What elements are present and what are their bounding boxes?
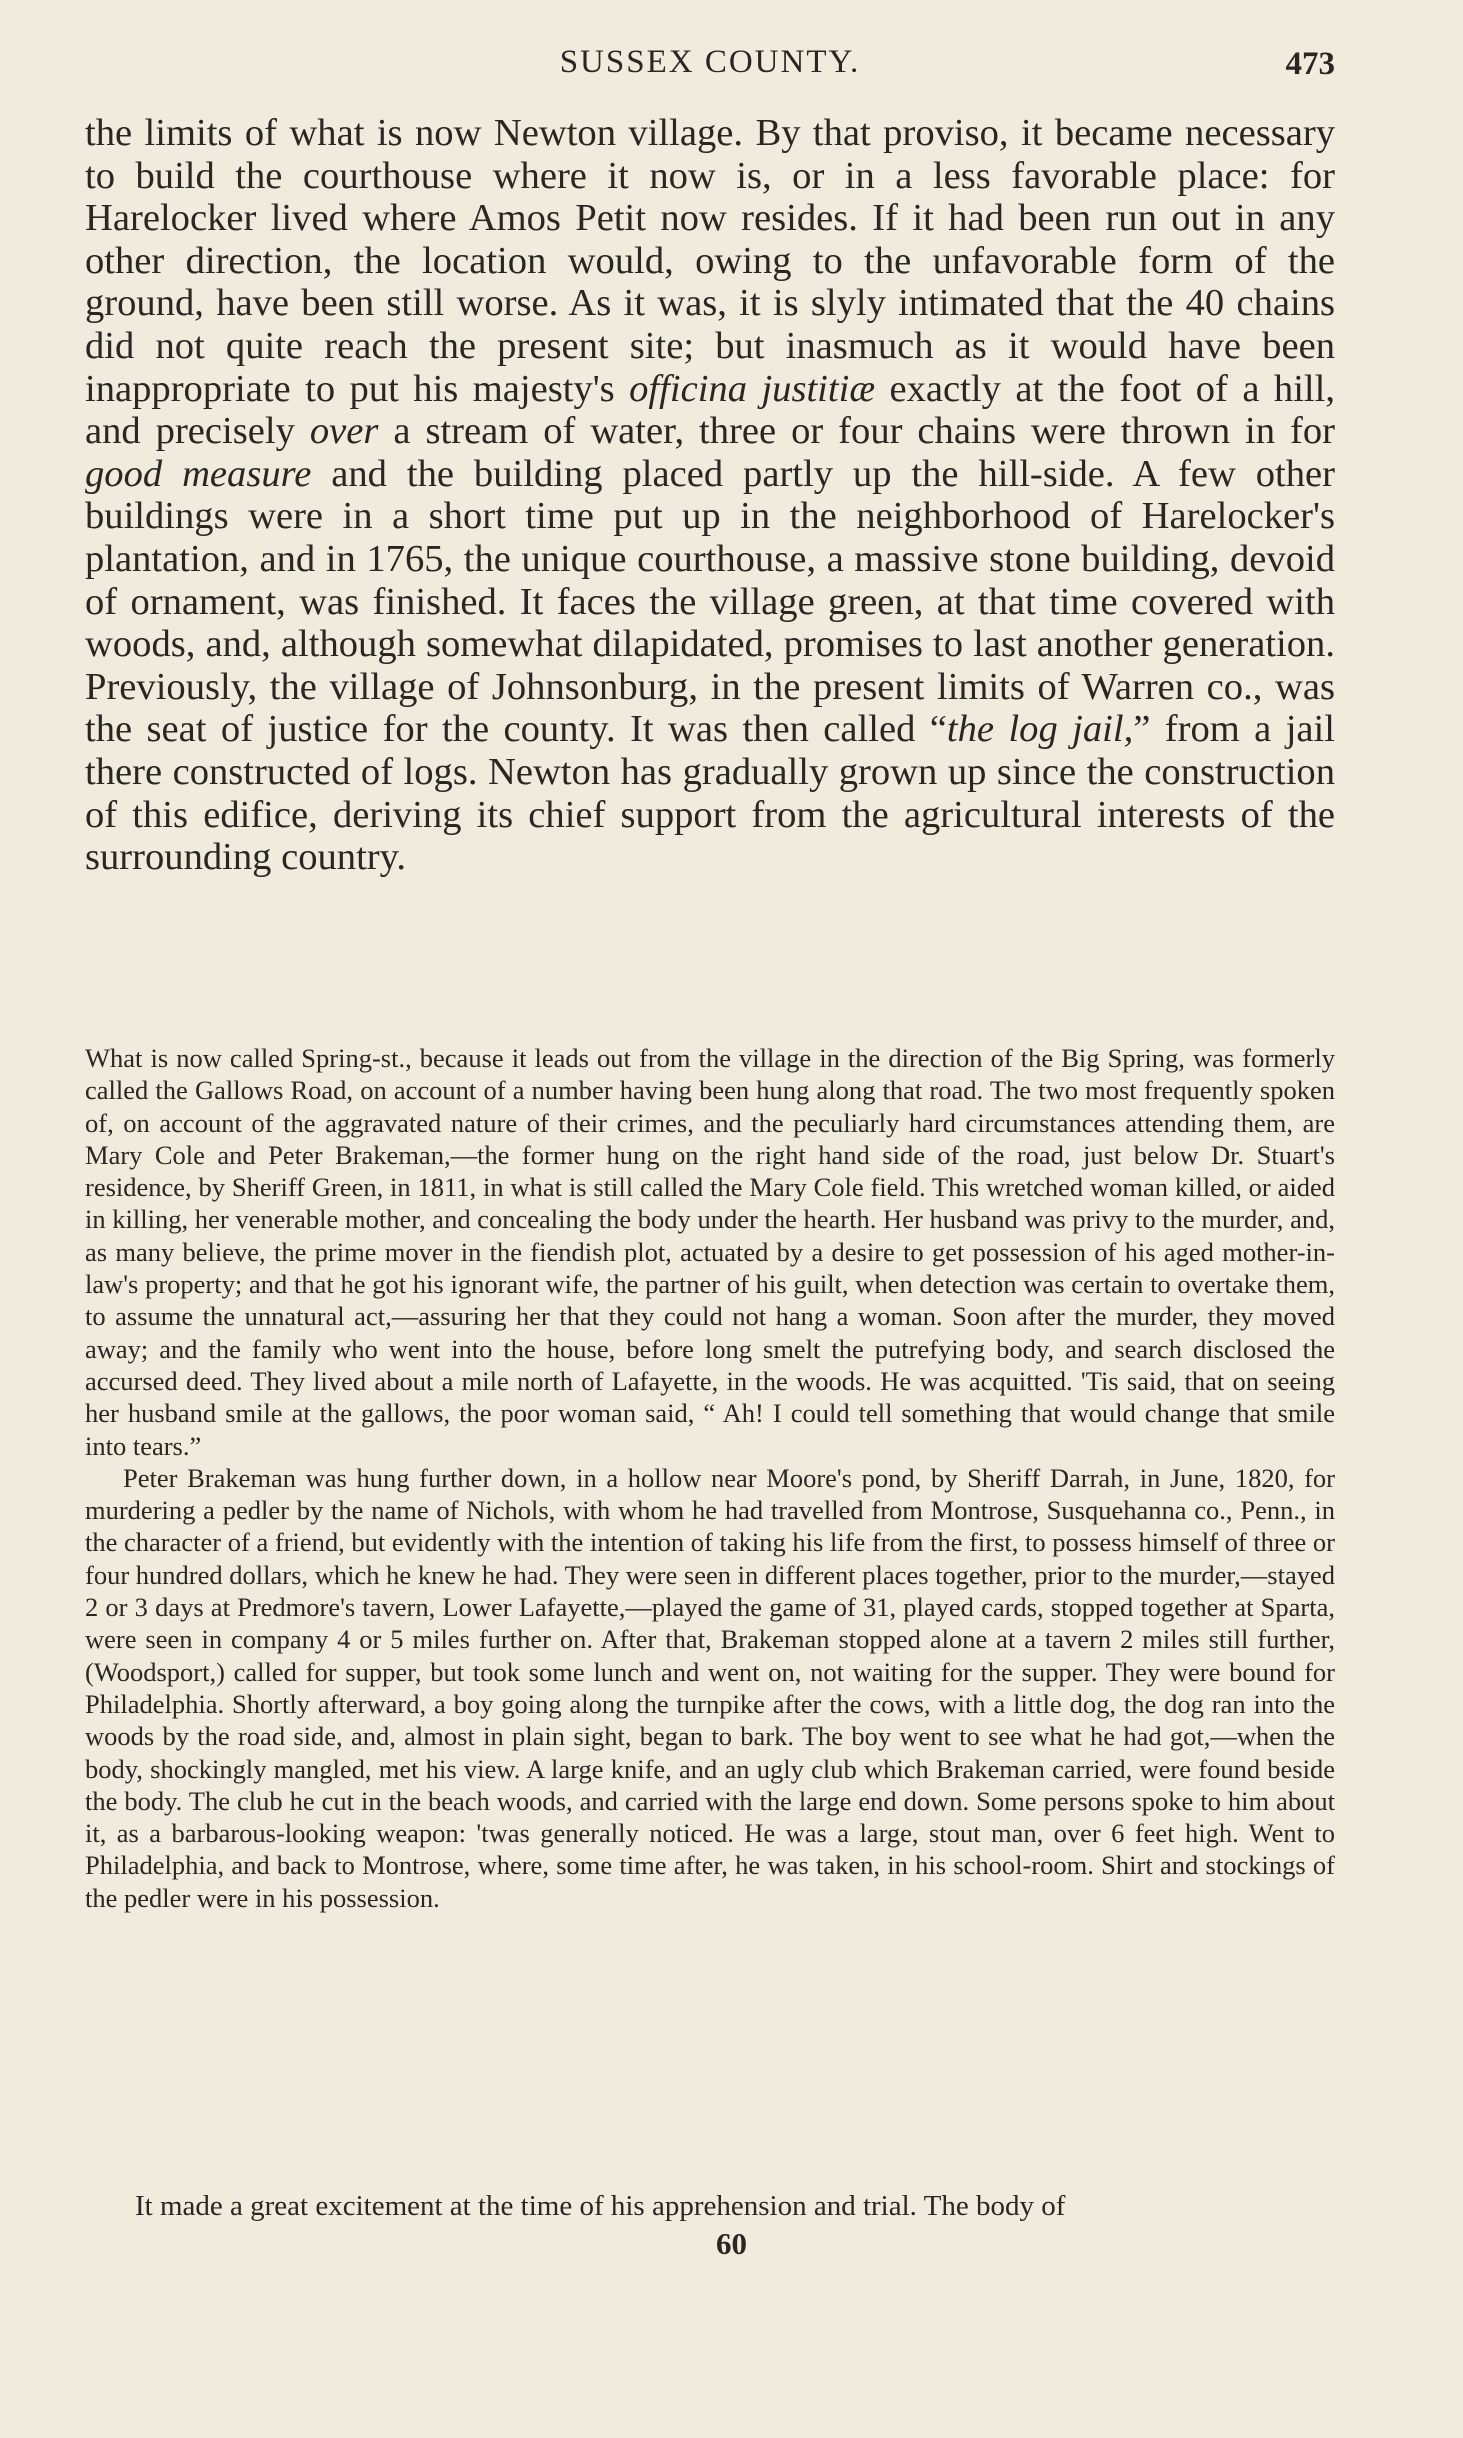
italic-phrase: over — [309, 410, 379, 453]
notes-section — [85, 1042, 1335, 1914]
signature-mark: 60 — [716, 2226, 747, 2261]
note-paragraph-spring-street: What is now called Spring-st., because it leads out from the village in the direction of the Big Spring, was formerly called the Gallows Road, on account of a number having been hung along that road. The two most frequently spoken of, on account of the aggravated nature of their crimes, and the peculiarly hard circumstances attending them, are Mary Cole and Peter Brakeman,—the former hung on the right hand side of the road, just below Dr. Stuart's residence, by Sheriff Green, in 1811, in what is still called the Mary Cole field. This wretched woman killed, or aided in killing, her venerable mother, and concealing the body under the hearth. Her husband was privy to the murder, and, as many believe, the prime mover in the fiendish plot, actuated by a desire to get possession of his aged mother-in-law's property; and that he got his ignorant wife, the partner of his guilt, when detection was certain to overtake them, to assume the unnatural act,—assuring her that they could not hang a woman. Soon after the murder, they moved away; and the family who went into the house, before long smelt the putrefying body, and search disclosed the accursed deed. They lived about a mile north of Lafayette, in the woods. He was acquitted. 'Tis said, that on seeing her husband smile at the gallows, the poor woman said, “ Ah! I could tell something that would change that smile into tears.” — [85, 1043, 1335, 1461]
page-number: 473 — [1285, 46, 1335, 82]
main-paragraph — [85, 112, 1335, 879]
main-text-part: a stream of water, three or four chains were thrown in for — [378, 410, 1335, 453]
main-text-part: and the building placed partly up the hill-side. A few other buildings were in a short time put up in the neighborhood of Harelocker's plantation, and in 1765, the unique courthouse, a massive stone building, devoid of ornament, was finished. It faces the village green, at that time covered with woods, and, although somewhat dilapidated, promises to last another generation. Previously, the village of Johnsonburg, in the present limits of Warren co., was the seat of justice for the county. It was then called “ — [85, 452, 1335, 751]
italic-phrase: officina justitiæ — [629, 367, 876, 410]
main-text-part: exactly at the foot of a hill, and precisely — [85, 367, 1335, 453]
note-paragraph-continuation: It made a great excitement at the time of his apprehension and trial. The body of — [135, 2190, 1066, 2222]
main-text-part: ” from a jail there constructed of logs. Newton has gradually grown up since the construction of this edifice, deriving its chief support from the agricultural interests of the surrounding country. — [85, 708, 1335, 879]
running-head: SUSSEX COUNTY. — [559, 44, 861, 80]
main-text-part: the limits of what is now Newton village. By that proviso, it became necessary to build the courthouse where it now is, or in a less favorable place: for Harelocker lived where Amos Petit now resides. If it had been run out in any other direction, the location would, owing to the unfavorable form of the ground, have been still worse. As it was, it is slyly intimated that the 40 chains did not quite reach the present site; but inasmuch as it would have been inappropriate to put his majesty's — [85, 112, 1335, 410]
note-paragraph-brakeman: Peter Brakeman was hung further down, in a hollow near Moore's pond, by Sheriff Darrah, in June, 1820, for murdering a pedler by the name of Nichols, with whom he had travelled from Montrose, Susquehanna co., Penn., in the character of a friend, but evidently with the intention of taking his life from the first, to possess himself of three or four hundred dollars, which he knew he had. They were seen in different places together, prior to the murder,—stayed 2 or 3 days at Predmore's tavern, Lower Lafayette,—played the game of 31, played cards, stopped together at Sparta, were seen in company 4 or 5 miles further on. After that, Brakeman stopped alone at a tavern 2 miles still further, (Woodsport,) called for supper, but took some lunch and went on, not waiting for the supper. They were bound for Philadelphia. Shortly afterward, a boy going along the turnpike after the cows, with a little dog, the dog ran into the woods by the road side, and, almost in plain sight, began to bark. The boy went to see what he had got,—when the body, shockingly mangled, met his view. A large knife, and an ugly club which Brakeman carried, were found beside the body. The club he cut in the beach woods, and carried with the large end down. Some persons spoke to him about it, as a barbarous-looking weapon: 'twas generally noticed. He was a large, stout man, over 6 feet high. Went to Philadelphia, and back to Montrose, where, some time after, he was taken, in his school-room. Shirt and stockings of the pedler were in his possession. — [85, 1462, 1335, 1913]
italic-phrase: the log jail, — [946, 708, 1134, 751]
italic-phrase: good measure — [85, 452, 312, 495]
page-header — [85, 44, 1335, 84]
